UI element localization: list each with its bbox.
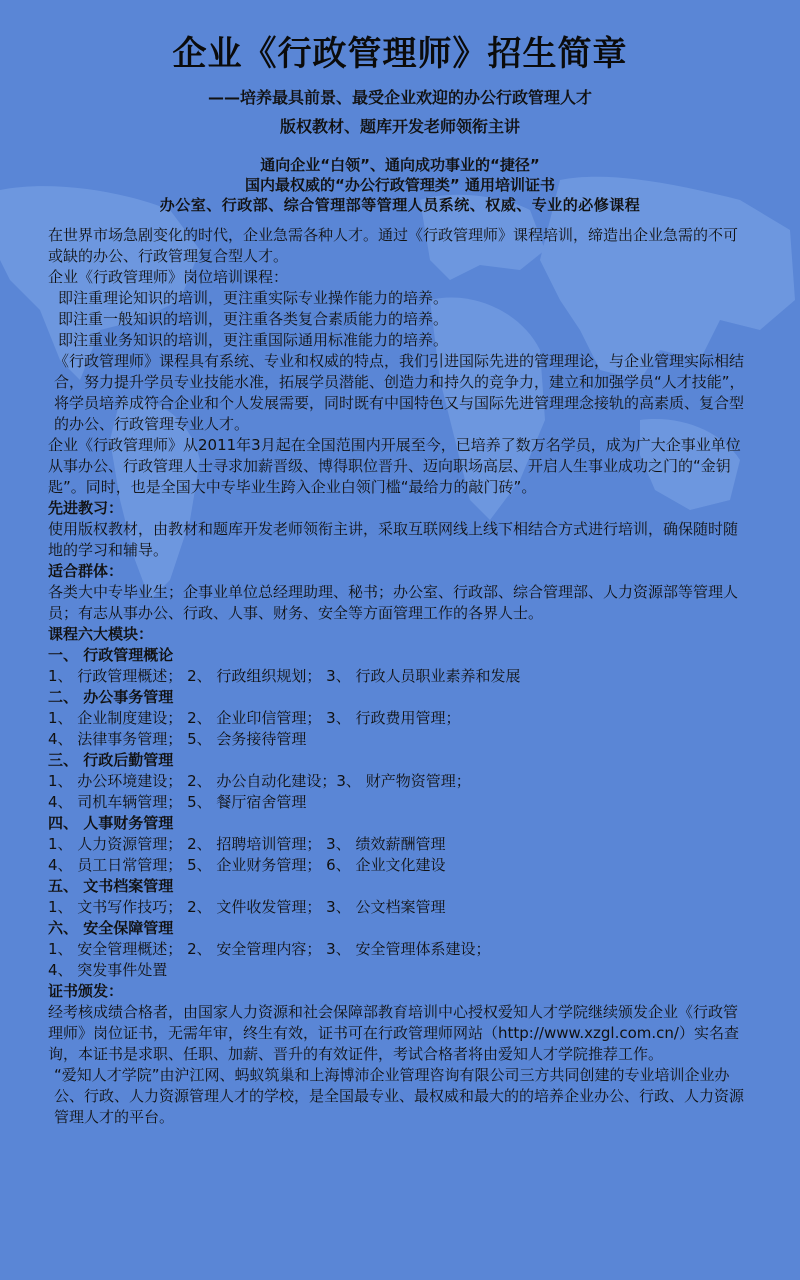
page-title: 企业《行政管理师》招生简章 xyxy=(172,34,628,74)
tagline: 国内最权威的“办公行政管理类” 通用培训证书 xyxy=(245,176,555,194)
school-text: “爱知人才学院”由沪江网、蚂蚁筑巢和上海博沛企业管理咨询有限公司三方共同创建的专业培训企业办公、行政、人力资源管理人才的学校，是全国最专业、最权威和最大的的培养企业办公、行政、人力资源管理人才的平台。 xyxy=(54,1066,745,1126)
content xyxy=(48,225,752,1128)
modules-label: 课程六大模块： xyxy=(48,625,154,643)
module-title: 二、 办公事务管理 xyxy=(48,688,174,706)
certificate-label: 证书颁发： xyxy=(48,982,124,1000)
feature-line: 即注重理论知识的培训，更注重实际专业操作能力的培养。 xyxy=(58,289,449,307)
module-line: 1、 办公环境建设； 2、 办公自动化建设；3、 财产物资管理； xyxy=(48,772,471,790)
tagline: 办公室、行政部、综合管理部等管理人员系统、权威、专业的必修课程 xyxy=(159,196,641,214)
module-title: 四、 人事财务管理 xyxy=(48,814,174,832)
certificate-text: 经考核成绩合格者，由国家人力资源和社会保障部教育培训中心授权爱知人才学院继续颁发企业《行政管理师》岗位证书，无需年审，终生有效，证书可在行政管理师网站（http://www.xzgl.com.cn/）实名查询，本证书是求职、任职、加薪、晋升的有效证件，考试合格者将由爱知人才学院推荐工作。 xyxy=(48,1003,739,1063)
module-title: 一、 行政管理概论 xyxy=(48,646,174,664)
subtitle: ——培养最具前景、最受企业欢迎的办公行政管理人才 xyxy=(207,88,592,107)
audience-text: 各类大中专毕业生；企事业单位总经理助理、秘书；办公室、行政部、综合管理部、人力资源部等管理人员；有志从事办公、行政、人事、财务、安全等方面管理工作的各界人士。 xyxy=(48,583,739,622)
feature-line: 即注重业务知识的培训，更注重国际通用标准能力的培养。 xyxy=(58,331,449,349)
module-list xyxy=(48,645,752,981)
module-line: 1、 人力资源管理； 2、 招聘培训管理； 3、 绩效薪酬管理 xyxy=(48,835,446,853)
teaching-label: 先进教习： xyxy=(48,499,124,517)
teaching-text: 使用版权教材，由教材和题库开发老师领衔主讲，采取互联网线上线下相结合方式进行培训，确保随时随地的学习和辅导。 xyxy=(48,520,739,559)
module-line: 4、 法律事务管理； 5、 会务接待管理 xyxy=(48,730,307,748)
subtitle-instructors: 版权教材、题库开发老师领衔主讲 xyxy=(279,117,520,136)
intro-paragraph: 企业《行政管理师》岗位培训课程： xyxy=(48,268,289,286)
header xyxy=(8,0,792,215)
module-title: 三、 行政后勤管理 xyxy=(48,751,174,769)
module-line: 4、 员工日常管理； 5、 企业财务管理； 6、 企业文化建设 xyxy=(48,856,446,874)
module-line: 4、 突发事件处置 xyxy=(48,961,168,979)
module-line: 1、 企业制度建设； 2、 企业印信管理； 3、 行政费用管理； xyxy=(48,709,461,727)
module-line: 1、 安全管理概述； 2、 安全管理内容； 3、 安全管理体系建设； xyxy=(48,940,491,958)
feature-line: 即注重一般知识的培训，更注重各类复合素质能力的培养。 xyxy=(58,310,449,328)
tagline: 通向企业“白领”、通向成功事业的“捷径” xyxy=(260,156,540,174)
audience-label: 适合群体： xyxy=(48,562,124,580)
module-title: 五、 文书档案管理 xyxy=(48,877,174,895)
intro-paragraph: 《行政管理师》课程具有系统、专业和权威的特点，我们引进国际先进的管理理论，与企业管理实际相结合，努力提升学员专业技能水准，拓展学员潜能、创造力和持久的竞争力，建立和加强学员“人才技能”，将学员培养成符合企业和个人发展需要，同时既有中国特色又与国际先进管理理念接轨的高素质、复合型的办公、行政管理专业人才。 xyxy=(54,352,745,433)
intro-paragraph: 企业《行政管理师》从2011年3月起在全国范围内开展至今，已培养了数万名学员，成为广大企事业单位从事办公、行政管理人士寻求加薪晋级、博得职位晋升、迈向职场高层、开启人生事业成功之门的“金钥匙”。同时，也是全国大中专毕业生跨入企业白领门槛“最给力的敲门砖”。 xyxy=(48,436,741,496)
tagline-group xyxy=(8,155,792,215)
module-line: 1、 行政管理概述； 2、 行政组织规划； 3、 行政人员职业素养和发展 xyxy=(48,667,521,685)
intro-paragraph: 在世界市场急剧变化的时代，企业急需各种人才。通过《行政管理师》课程培训，缔造出企业急需的不可或缺的办公、行政管理复合型人才。 xyxy=(48,226,739,265)
module-title: 六、 安全保障管理 xyxy=(48,919,174,937)
module-line: 4、 司机车辆管理； 5、 餐厅宿舍管理 xyxy=(48,793,307,811)
module-line: 1、 文书写作技巧； 2、 文件收发管理； 3、 公文档案管理 xyxy=(48,898,446,916)
